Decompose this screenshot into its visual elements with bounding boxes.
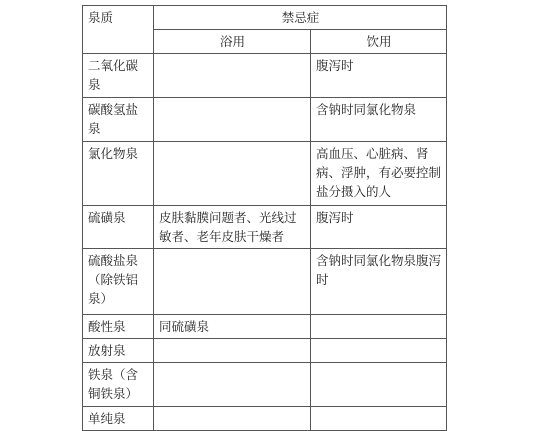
spring-cell: 二氧化碳泉 — [83, 54, 154, 98]
table-row — [83, 249, 447, 315]
spring-cell: 硫酸盐泉（除铁铝泉） — [83, 249, 154, 315]
spring-cell: 碳酸氢盐泉 — [83, 98, 154, 142]
bathing-cell — [154, 142, 311, 206]
spring-cell: 硫磺泉 — [83, 206, 154, 249]
table-row — [83, 142, 447, 206]
drinking-cell — [311, 339, 447, 363]
header-spring-quality: 泉质 — [83, 6, 154, 54]
table-row — [83, 407, 447, 431]
contraindications-table — [82, 5, 447, 431]
header-drinking: 饮用 — [311, 30, 447, 54]
bathing-cell: 同硫磺泉 — [154, 315, 311, 339]
bathing-cell — [154, 249, 311, 315]
bathing-cell — [154, 363, 311, 407]
spring-cell: 单纯泉 — [83, 407, 154, 431]
spring-cell: 铁泉（含铜铁泉） — [83, 363, 154, 407]
drinking-cell — [311, 407, 447, 431]
drinking-cell — [311, 363, 447, 407]
drinking-cell: 含钠时同氯化物泉腹泻时 — [311, 249, 447, 315]
drinking-cell: 腹泻时 — [311, 54, 447, 98]
spring-cell: 酸性泉 — [83, 315, 154, 339]
table-row — [83, 206, 447, 249]
drinking-cell: 高血压、心脏病、肾病、浮肿，有必要控制盐分摄入的人 — [311, 142, 447, 206]
table-row — [83, 54, 447, 98]
header-row — [83, 6, 447, 30]
header-bathing: 浴用 — [154, 30, 311, 54]
bathing-cell — [154, 54, 311, 98]
table-row — [83, 363, 447, 407]
table-row — [83, 315, 447, 339]
spring-cell: 氯化物泉 — [83, 142, 154, 206]
bathing-cell — [154, 407, 311, 431]
bathing-cell: 皮肤黏膜问题者、光线过敏者、老年皮肤干燥者 — [154, 206, 311, 249]
table-row — [83, 98, 447, 142]
bathing-cell — [154, 98, 311, 142]
spring-cell: 放射泉 — [83, 339, 154, 363]
table-row — [83, 339, 447, 363]
drinking-cell: 腹泻时 — [311, 206, 447, 249]
header-contraindications: 禁忌症 — [154, 6, 447, 30]
drinking-cell: 含钠时同氯化物泉 — [311, 98, 447, 142]
drinking-cell — [311, 315, 447, 339]
bathing-cell — [154, 339, 311, 363]
